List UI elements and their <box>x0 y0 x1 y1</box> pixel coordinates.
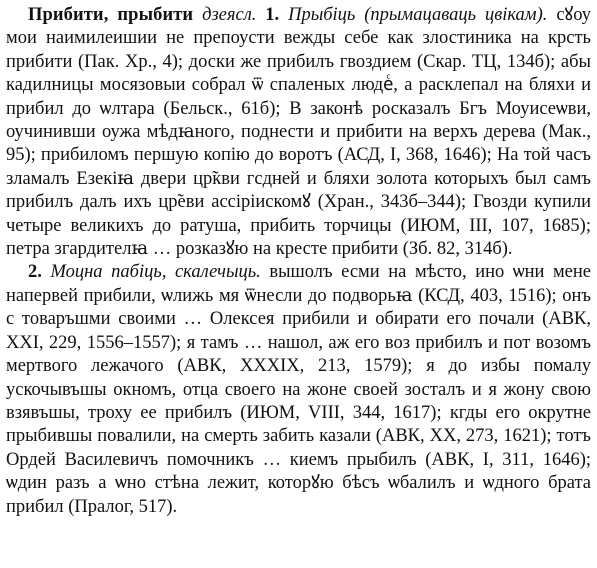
sense-2-number: 2. <box>28 262 42 283</box>
sense-2-paragraph <box>6 261 591 518</box>
sense-1-gloss: Прыбіць (прымацаваць цвікам). <box>288 5 548 25</box>
sense-1-citations: сꙋоу мои наимилеишии не препоусти вежды себе как злостиника на крсть прибити (Пак. Хр., 4); доски же прибилъ гвоздием (Скар. ТЦ, 134б); абы кадилницы мосязовыи собрал ѿ спаленых людеⷭ, а расклепал на бляхи и прибил до ѡлтара (Бельск., 61б); В законѣ росказалъ Бгъ Моуисеѡви, оучинивши оужа мѣдꙗного, поднести и прибити на верхъ дерева (Мак., 95); прибиломъ першую копію до воротъ (АСД, I, 368, 1646); На той часъ зламалъ Езекіꙗ двери цр̃кви гсдней и бляхи золота которыхъ был самъ прибилъ далъ ихъ цр̃еви ассіріискомꙋ (Хран., 343б–344); Гвозди купили четыре великихъ до ратуша, прибить торчицы (ИЮМ, III, 107, 1685); петра згардителꙗ … розказꙋю на кресте прибити (Зб. 82, 314б). <box>6 5 591 260</box>
part-of-speech: дзеясл. <box>202 5 257 25</box>
sense-1-paragraph <box>6 4 591 261</box>
entry-headword: Прибити, прыбити <box>28 5 194 25</box>
sense-1-number: 1. <box>265 5 280 25</box>
sense-2-gloss: Моцна пабіць, скалечыць. <box>50 262 261 283</box>
sense-2-citations: вышолъ есми на мѣсто, ино ѡни мене напервей прибили, ѡлижь мя ѿнесли до подворьꙗ (КСД, 403, 1516); онъ с товаръшми своими … Олексея прибили и обирати его почали (АВК, XXI, 229, 1556–1557); я тамъ … нашол, аж его воз прибилъ и пот возомъ мертвого лежачого (АВК, XXXIX, 213, 1579); я до избы помалу ускочывъшы окномъ, отца своего на жоне своей зосталъ и я жону свою взявъшы, троху ее прибилъ (ИЮМ, VIII, 344, 1617); кгды его окрутне прыбившы повалили, на смерть забить казали (АВК, XX, 273, 1621); тотъ Ордей Василевичъ помочникъ … киемъ прыбилъ (АВК, I, 311, 1646); ѡдин разъ а ѡно стѣна лежит, которꙋю бѣсъ ѡбалилъ и ѡдного брата прибил (Пралог, 517). <box>6 262 591 517</box>
